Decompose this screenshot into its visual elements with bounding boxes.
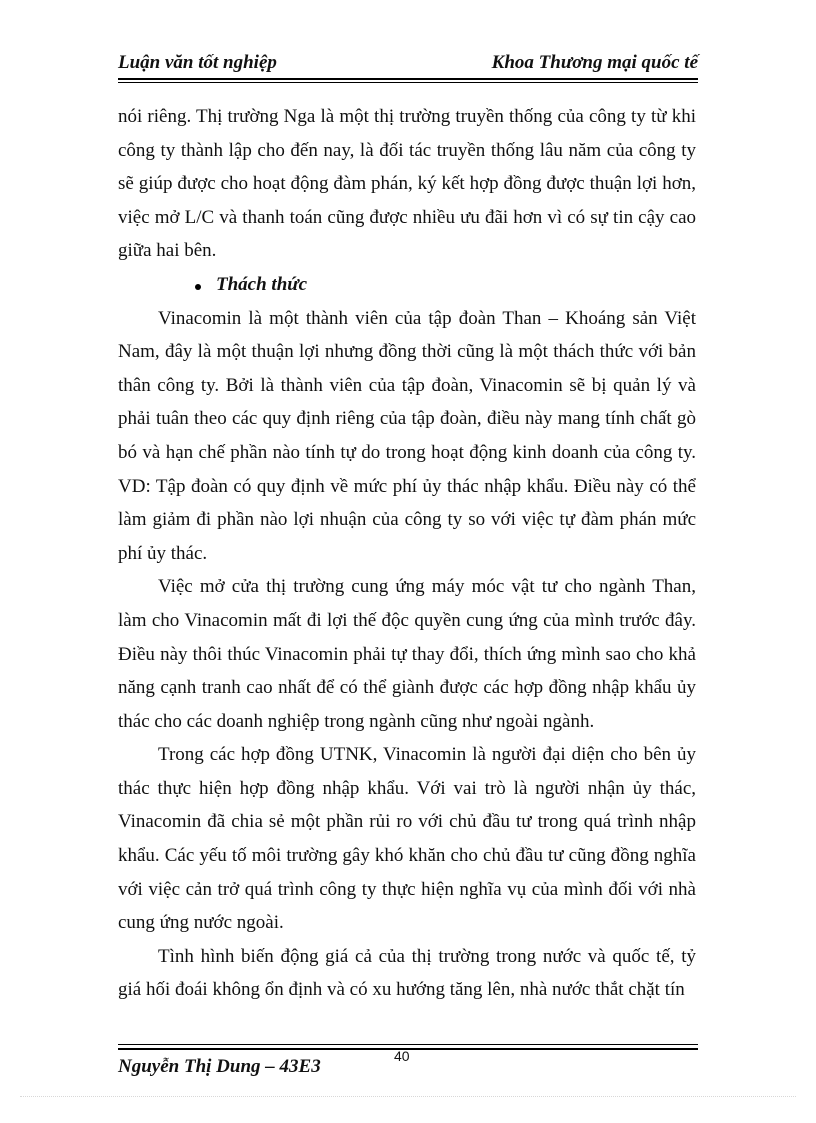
paragraph-vinacomin-member: Vinacomin là một thành viên của tập đoàn Than – Khoáng sản Việt Nam, đây là một thuận lợi nhưng đồng thời cũng là một thách thức với bản thân công ty. Bởi là thành viên của tập đoàn, Vinacomin sẽ bị quản lý và phải tuân theo các quy định riêng của tập đoàn, điều này mang tính chất gò bó và hạn chế phần nào tính tự do trong hoạt động kinh doanh của công ty. VD: Tập đoàn có quy định về mức phí ủy thác nhập khẩu. Điều này có thể làm giảm đi phần nào lợi nhuận của công ty so với việc tự đàm phán mức phí ủy thác. xyxy=(118,307,696,564)
page-number: 40 xyxy=(394,1048,410,1064)
header-faculty-title: Khoa Thương mại quốc tế xyxy=(491,52,698,73)
paragraph-continuation: nói riêng. Thị trường Nga là một thị trường truyền thống của công ty từ khi công ty thành lập cho đến nay, là đối tác truyền thống lâu năm của công ty sẽ giúp được cho hoạt động đàm phán, ký kết hợp đồng được thuận lợi hơn, việc mở L/C và thanh toán cũng được nhiều ưu đãi hơn vì có sự tin cậy cao giữa hai bên. xyxy=(118,106,696,262)
paragraph-market-opening: Việc mở cửa thị trường cung ứng máy móc vật tư cho ngành Than, làm cho Vinacomin mất đi lợi thế độc quyền cung ứng của mình trước đây. Điều này thôi thúc Vinacomin phải tự thay đổi, thích ứng mình sao cho khả năng cạnh tranh cao nhất để có thể giành được các hợp đồng nhập khẩu ủy thác cho các doanh nghiệp trong ngành cũng như ngoài ngành. xyxy=(118,576,696,732)
page-edge-divider xyxy=(20,1096,796,1097)
bullet-heading xyxy=(118,268,696,302)
footer-author: Nguyễn Thị Dung – 43E3 xyxy=(118,1056,321,1077)
paragraph-utnk-contracts: Trong các hợp đồng UTNK, Vinacomin là người đại diện cho bên ủy thác thực hiện hợp đồng nhập khẩu. Với vai trò là người nhận ủy thác, Vinacomin đã chia sẻ một phần rủi ro với chủ đầu tư trong quá trình nhập khẩu. Các yếu tố môi trường gây khó khăn cho chủ đầu tư cũng đồng nghĩa với việc cản trở quá trình công ty thực hiện nghĩa vụ của mình đối với nhà cung ứng nước ngoài. xyxy=(118,744,696,934)
page-header xyxy=(118,50,698,80)
header-rule-thin xyxy=(118,82,698,83)
paragraph-price-fluctuation: Tình hình biến động giá cả của thị trường trong nước và quốc tế, tỷ giá hối đoái không ổn định và có xu hướng tăng lên, nhà nước thắt chặt tín xyxy=(118,945,696,1001)
page-footer xyxy=(118,1044,698,1084)
bullet-dot-icon xyxy=(195,284,201,290)
header-rule-thick xyxy=(118,78,698,80)
bullet-heading-text: Thách thức xyxy=(216,273,308,295)
header-thesis-title: Luận văn tốt nghiệp xyxy=(118,52,277,73)
footer-rule-thin xyxy=(118,1044,698,1045)
page-body xyxy=(118,100,696,1007)
